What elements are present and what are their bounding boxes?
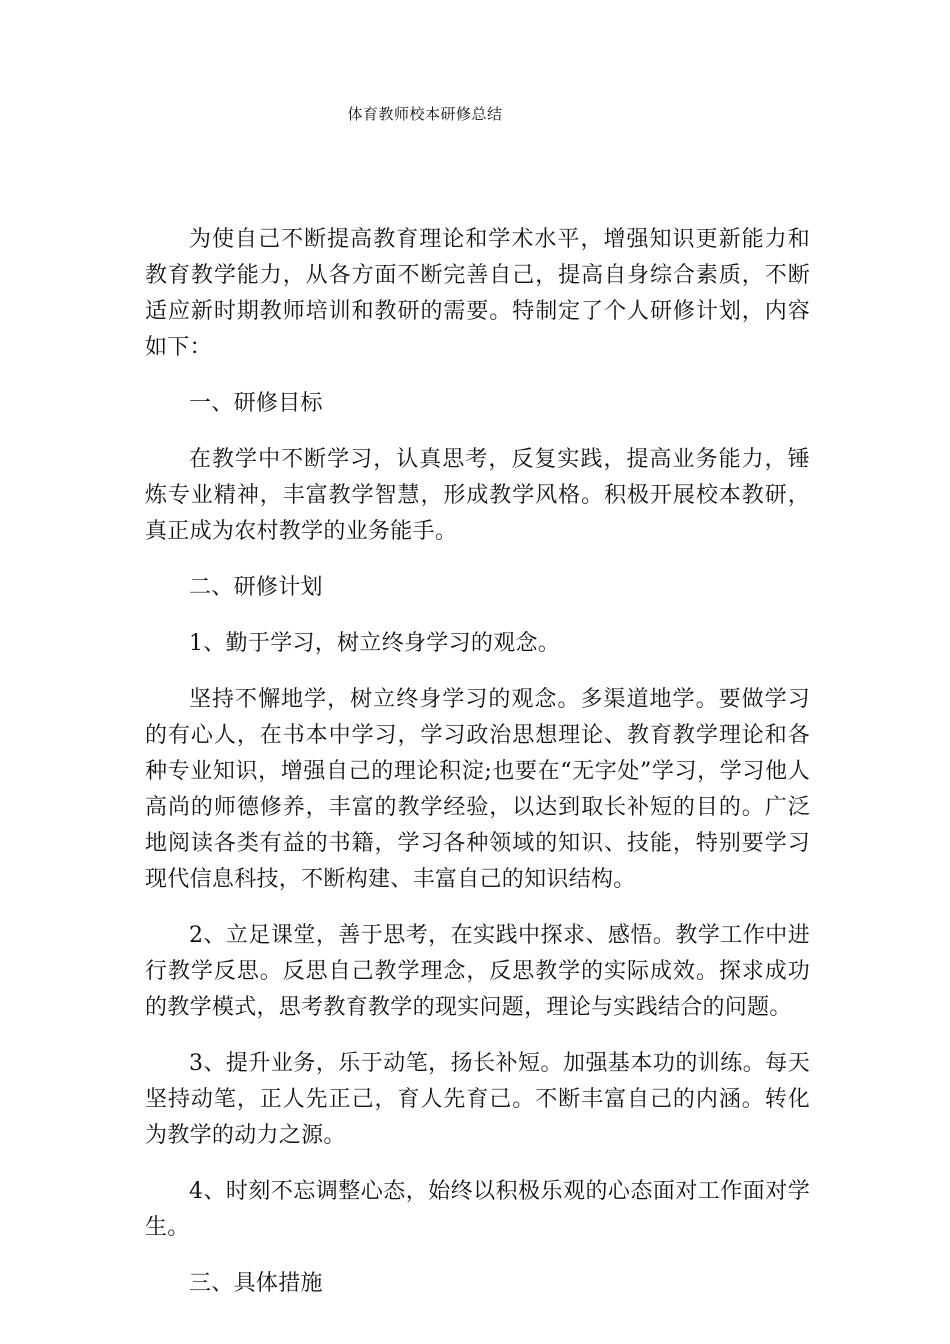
document-body (145, 222, 810, 1322)
plan-item-4-paragraph: 4、时刻不忘调整心态，始终以积极乐观的心态面对工作面对学生。 (145, 1179, 810, 1240)
plan-item-1-paragraph: 坚持不懈地学，树立终身学习的观念。多渠道地学。要做学习的有心人，在书本中学习，学习政治思想理论、教育教学理论和各种专业知识，增强自己的理论积淀;也要在“无字处”学习，学习他人高尚的师德修养，丰富的教学经验，以达到取长补短的目的。广泛地阅读各类有益的书籍，学习各种领域的知识、技能，特别要学习现代信息科技，不断构建、丰富自己的知识结构。 (145, 687, 810, 892)
document-title: 体育教师校本研修总结 (347, 105, 503, 123)
section-heading-measures: 三、具体措施 (189, 1271, 323, 1296)
goals-paragraph: 在教学中不断学习，认真思考，反复实践，提高业务能力，锤炼专业精神，丰富教学智慧，形成教学风格。积极开展校本教研，真正成为农村教学的业务能手。 (145, 447, 810, 544)
plan-item-3-paragraph: 3、提升业务，乐于动笔，扬长补短。加强基本功的训练。每天坚持动笔，正人先正己，育人先育己。不断丰富自己的内涵。转化为教学的动力之源。 (145, 1051, 810, 1148)
plan-item-1-heading: 1、勤于学习，树立终身学习的观念。 (189, 631, 561, 656)
intro-paragraph: 为使自己不断提高教育理论和学术水平，增强知识更新能力和教育教学能力，从各方面不断完善自己，提高自身综合素质，不断适应新时期教师培训和教研的需要。特制定了个人研修计划，内容如下： (145, 227, 810, 360)
section-heading-goals: 一、研修目标 (189, 391, 323, 416)
section-heading-plan: 二、研修计划 (189, 575, 323, 600)
plan-item-2-paragraph: 2、立足课堂，善于思考，在实践中探求、感悟。教学工作中进行教学反思。反思自己教学理念，反思教学的实际成效。探求成功的教学模式，思考教育教学的现实问题，理论与实践结合的问题。 (145, 923, 810, 1020)
